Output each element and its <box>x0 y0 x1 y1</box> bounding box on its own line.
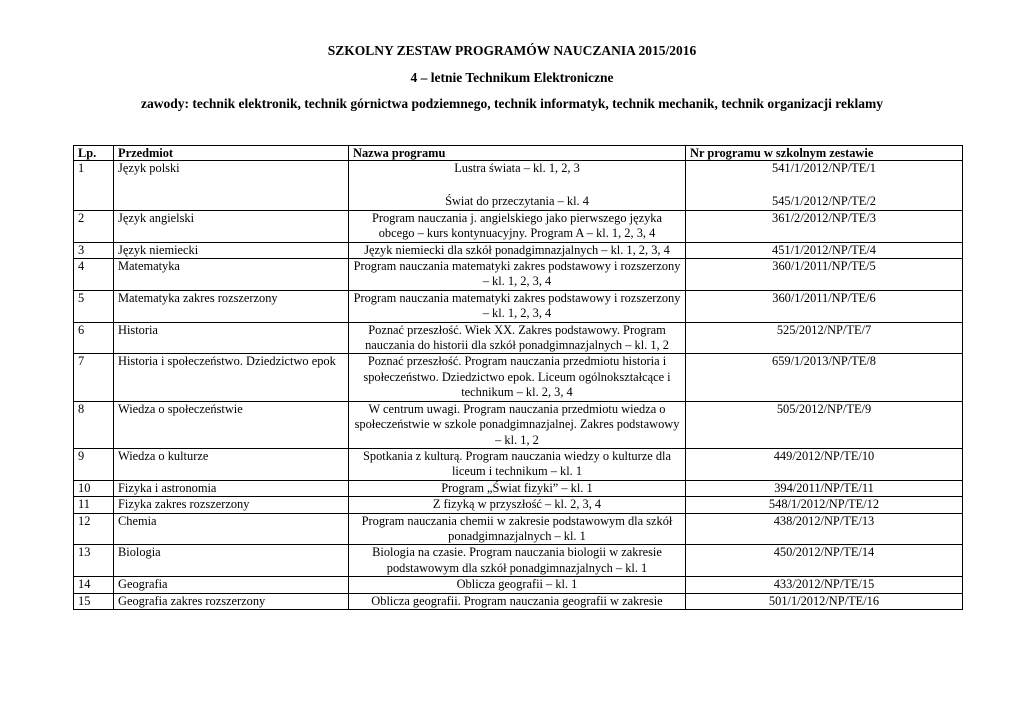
table-row <box>74 480 963 496</box>
row-program: Oblicza geografii – kl. 1 <box>349 577 686 593</box>
row-lp: 8 <box>74 401 114 448</box>
row-program-part-b: Świat do przeczytania – kl. 4 <box>445 194 589 209</box>
row-number-part-a: 541/1/2012/NP/TE/1 <box>772 161 876 175</box>
row-program: Biologia na czasie. Program nauczania biologii w zakresie podstawowym dla szkół ponadgimnazjalnych – kl. 1 <box>349 545 686 577</box>
row-program-number: 450/2012/NP/TE/14 <box>686 545 963 577</box>
row-program: Spotkania z kulturą. Program nauczania wiedzy o kulturze dla liceum i technikum – kl. 1 <box>349 448 686 480</box>
row-lp: 10 <box>74 480 114 496</box>
row-subject: Wiedza o kulturze <box>114 448 349 480</box>
table-row <box>74 259 963 291</box>
row-spacer <box>690 176 958 194</box>
row-subject: Biologia <box>114 545 349 577</box>
row-program-number: 451/1/2012/NP/TE/4 <box>686 242 963 258</box>
row-lp: 9 <box>74 448 114 480</box>
row-program-number: 659/1/2013/NP/TE/8 <box>686 354 963 401</box>
row-program-number: 360/1/2011/NP/TE/6 <box>686 290 963 322</box>
row-subject: Historia <box>114 322 349 354</box>
row-program: Program nauczania matematyki zakres podstawowy i rozszerzony – kl. 1, 2, 3, 4 <box>349 259 686 291</box>
row-program: Program nauczania matematyki zakres podstawowy i rozszerzony – kl. 1, 2, 3, 4 <box>349 290 686 322</box>
row-program-number: 501/1/2012/NP/TE/16 <box>686 593 963 609</box>
page-title: SZKOLNY ZESTAW PROGRAMÓW NAUCZANIA 2015/2016 <box>327 43 697 58</box>
table-row <box>74 577 963 593</box>
row-lp: 6 <box>74 322 114 354</box>
row-subject: Język angielski <box>114 210 349 242</box>
table-row <box>74 513 963 545</box>
row-program: Poznać przeszłość. Program nauczania przedmiotu historia i społeczeństwo. Dziedzictwo epok. Liceum ogólnokształcące i technikum – kl. 2, 3, 4 <box>349 354 686 401</box>
row-program: Język niemiecki dla szkół ponadgimnazjalnych – kl. 1, 2, 3, 4 <box>349 242 686 258</box>
row-lp: 15 <box>74 593 114 609</box>
row-lp: 5 <box>74 290 114 322</box>
table-row <box>74 322 963 354</box>
row-program-number <box>686 161 963 211</box>
row-subject: Język polski <box>114 161 349 211</box>
row-subject: Chemia <box>114 513 349 545</box>
row-subject: Język niemiecki <box>114 242 349 258</box>
row-program-number: 433/2012/NP/TE/15 <box>686 577 963 593</box>
program-table <box>73 145 963 610</box>
table-row <box>74 497 963 513</box>
row-program: Oblicza geografii. Program nauczania geografii w zakresie <box>349 593 686 609</box>
row-lp: 1 <box>74 161 114 211</box>
row-subject: Geografia <box>114 577 349 593</box>
row-lp: 4 <box>74 259 114 291</box>
row-program-part-a: Lustra świata – kl. 1, 2, 3 <box>454 161 580 175</box>
row-subject: Matematyka <box>114 259 349 291</box>
table-row <box>74 593 963 609</box>
row-program <box>349 161 686 211</box>
row-program: Program „Świat fizyki” – kl. 1 <box>349 480 686 496</box>
row-program: W centrum uwagi. Program nauczania przedmiotu wiedza o społeczeństwie w szkole ponadgimnazjalnej. Zakres podstawowy – kl. 1, 2 <box>349 401 686 448</box>
table-row <box>74 210 963 242</box>
column-header-program-number: Nr programu w szkolnym zestawie <box>686 146 963 161</box>
school-type: 4 – letnie Technikum Elektroniczne <box>410 70 614 85</box>
table-header-row <box>74 146 963 161</box>
row-number-part-b: 545/1/2012/NP/TE/2 <box>772 194 876 209</box>
row-program-number: 525/2012/NP/TE/7 <box>686 322 963 354</box>
column-header-subject: Przedmiot <box>114 146 349 161</box>
table-row <box>74 242 963 258</box>
row-subject: Fizyka i astronomia <box>114 480 349 496</box>
row-program-number: 360/1/2011/NP/TE/5 <box>686 259 963 291</box>
row-lp: 7 <box>74 354 114 401</box>
row-subject: Geografia zakres rozszerzony <box>114 593 349 609</box>
professions-line: zawody: technik elektronik, technik górnictwa podziemnego, technik informatyk, technik mechanik, technik organizacji reklamy <box>141 96 883 111</box>
row-program-number: 449/2012/NP/TE/10 <box>686 448 963 480</box>
row-program-number: 394/2011/NP/TE/11 <box>686 480 963 496</box>
table-row <box>74 401 963 448</box>
row-subject: Historia i społeczeństwo. Dziedzictwo epok <box>114 354 349 401</box>
row-lp: 12 <box>74 513 114 545</box>
row-program-number: 438/2012/NP/TE/13 <box>686 513 963 545</box>
row-program: Poznać przeszłość. Wiek XX. Zakres podstawowy. Program nauczania do historii dla szkół ponadgimnazjalnych – kl. 1, 2 <box>349 322 686 354</box>
table-row <box>74 161 963 211</box>
row-subject: Fizyka zakres rozszerzony <box>114 497 349 513</box>
table-row <box>74 290 963 322</box>
row-lp: 13 <box>74 545 114 577</box>
row-lp: 11 <box>74 497 114 513</box>
row-program: Program nauczania chemii w zakresie podstawowym dla szkół ponadgimnazjalnych – kl. 1 <box>349 513 686 545</box>
row-lp: 2 <box>74 210 114 242</box>
row-program-number: 505/2012/NP/TE/9 <box>686 401 963 448</box>
table-row <box>74 448 963 480</box>
row-program-number: 548/1/2012/NP/TE/12 <box>686 497 963 513</box>
row-lp: 14 <box>74 577 114 593</box>
column-header-program-name: Nazwa programu <box>349 146 686 161</box>
row-subject: Wiedza o społeczeństwie <box>114 401 349 448</box>
row-program-number: 361/2/2012/NP/TE/3 <box>686 210 963 242</box>
row-program: Z fizyką w przyszłość – kl. 2, 3, 4 <box>349 497 686 513</box>
table-row <box>74 354 963 401</box>
row-lp: 3 <box>74 242 114 258</box>
column-header-lp: Lp. <box>74 146 114 161</box>
row-program: Program nauczania j. angielskiego jako pierwszego języka obcego – kurs kontynuacyjny. Program A – kl. 1, 2, 3, 4 <box>349 210 686 242</box>
row-spacer <box>353 176 681 194</box>
table-row <box>74 545 963 577</box>
row-subject: Matematyka zakres rozszerzony <box>114 290 349 322</box>
